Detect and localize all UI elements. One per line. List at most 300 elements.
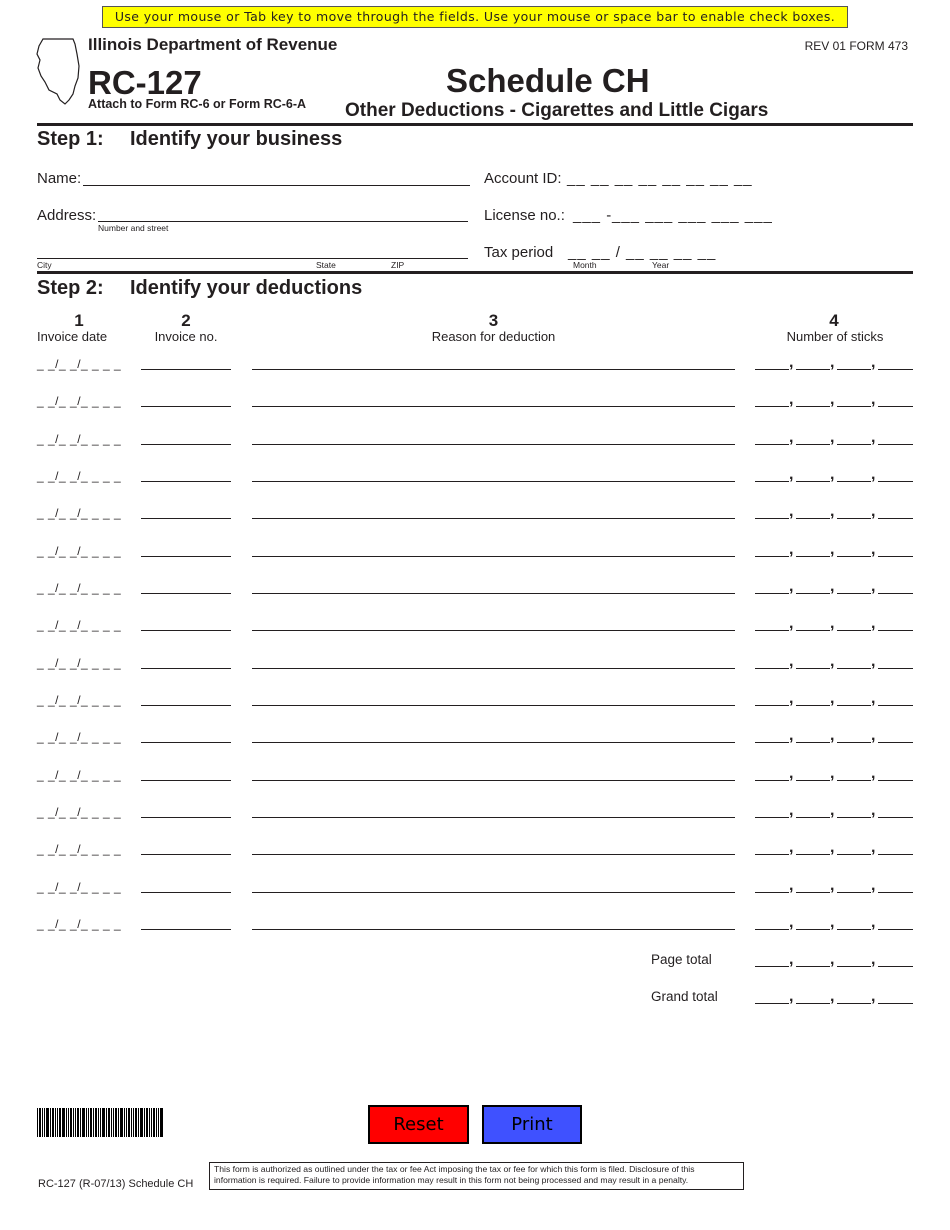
invoice-date-field[interactable]: _ _/_ _/_ _ _ _	[37, 506, 122, 521]
thousands-separator: ,	[871, 801, 876, 819]
thousands-separator: ,	[789, 503, 794, 521]
barcode-bar	[160, 1108, 163, 1137]
table-row	[0, 689, 950, 730]
sticks-segment	[837, 929, 871, 930]
license-field-prefix[interactable]: ___ -	[573, 207, 613, 224]
invoice-date-field[interactable]: _ _/_ _/_ _ _ _	[37, 916, 122, 931]
sticks-segment	[878, 966, 913, 967]
attach-note: Attach to Form RC-6 or Form RC-6-A	[88, 97, 307, 111]
sticks-segment	[755, 817, 789, 818]
license-field-number[interactable]: ___ ___ ___ ___ ___	[612, 207, 773, 224]
col3-number: 3	[488, 311, 499, 330]
page-total-label: Page total	[651, 952, 712, 967]
sticks-field[interactable]	[755, 727, 913, 745]
illinois-map-icon	[35, 36, 81, 106]
sticks-segment	[878, 481, 913, 482]
thousands-separator: ,	[830, 577, 835, 595]
sticks-segment	[796, 518, 830, 519]
thousands-separator: ,	[871, 876, 876, 894]
zip-sublabel: ZIP	[391, 260, 405, 270]
sticks-segment	[837, 1003, 871, 1004]
sticks-segment	[755, 406, 789, 407]
tax-period-label: Tax period	[484, 244, 554, 261]
thousands-separator: ,	[789, 540, 794, 558]
invoice-date-field[interactable]: _ _/_ _/_ _ _ _	[37, 580, 122, 595]
thousands-separator: ,	[830, 876, 835, 894]
thousands-separator: ,	[830, 652, 835, 670]
thousands-separator: ,	[789, 727, 794, 745]
step2-label: Step 2:	[37, 277, 104, 299]
sticks-segment	[837, 892, 871, 893]
reason-field[interactable]	[252, 929, 735, 930]
sticks-segment	[796, 966, 830, 967]
thousands-separator: ,	[830, 615, 835, 633]
table-row	[0, 540, 950, 581]
thousands-separator: ,	[830, 540, 835, 558]
thousands-separator: ,	[871, 577, 876, 595]
table-row	[0, 615, 950, 655]
sticks-segment	[755, 780, 789, 781]
reason-field[interactable]	[252, 556, 735, 557]
barcode-bar	[144, 1108, 145, 1137]
sticks-segment	[837, 780, 871, 781]
barcode-bar	[138, 1108, 139, 1137]
reason-field[interactable]	[252, 481, 735, 482]
invoice-date-field[interactable]: _ _/_ _/_ _ _ _	[37, 730, 122, 745]
sticks-segment	[878, 817, 913, 818]
sticks-segment	[878, 705, 913, 706]
barcode-bar	[39, 1108, 41, 1137]
form-number: RC-127	[88, 64, 202, 101]
sticks-field[interactable]	[755, 652, 913, 670]
invoice-date-field[interactable]: _ _/_ _/_ _ _ _	[37, 767, 122, 782]
invoice-number-field[interactable]	[141, 518, 231, 519]
invoice-number-field[interactable]	[141, 369, 231, 370]
sticks-segment	[878, 929, 913, 930]
name-field[interactable]	[83, 185, 470, 186]
barcode-bar	[135, 1108, 137, 1137]
address-label: Address:	[37, 207, 97, 224]
barcode-bar	[113, 1108, 114, 1137]
thousands-separator: ,	[871, 913, 876, 931]
print-button[interactable]: Print	[482, 1105, 582, 1144]
barcode-bar	[75, 1108, 76, 1137]
thousands-separator: ,	[830, 503, 835, 521]
thousands-separator: ,	[789, 354, 794, 371]
sticks-segment	[755, 854, 789, 855]
thousands-separator: ,	[871, 764, 876, 782]
sticks-segment	[796, 593, 830, 594]
col4-number: 4	[829, 311, 839, 330]
barcode-bar	[126, 1108, 127, 1137]
footer-form-id: RC-127 (R-07/13) Schedule CH	[38, 1178, 194, 1190]
sticks-segment	[796, 854, 830, 855]
invoice-number-field[interactable]	[141, 406, 231, 407]
invoice-number-field[interactable]	[141, 780, 231, 781]
sticks-segment	[878, 369, 913, 370]
barcode	[37, 1108, 194, 1137]
thousands-separator: ,	[789, 876, 794, 894]
instructions-banner: Use your mouse or Tab key to move through the fields. Use your mouse or space bar to enable check boxes.	[102, 6, 848, 28]
reason-field[interactable]	[252, 780, 735, 781]
barcode-bar	[131, 1108, 132, 1137]
tax-period-field[interactable]: __ __ / __ __ __ __	[568, 244, 717, 261]
thousands-separator: ,	[830, 354, 835, 371]
step1-label: Step 1:	[37, 128, 104, 150]
sticks-field[interactable]	[755, 391, 913, 409]
thousands-separator: ,	[830, 428, 835, 446]
thousands-separator: ,	[789, 391, 794, 409]
step1-heading	[37, 128, 342, 151]
thousands-separator: ,	[789, 951, 794, 968]
barcode-bar	[73, 1108, 74, 1137]
thousands-separator: ,	[830, 689, 835, 707]
thousands-separator: ,	[871, 428, 876, 446]
sticks-segment	[796, 481, 830, 482]
sticks-segment	[796, 668, 830, 669]
sticks-segment	[878, 780, 913, 781]
sticks-segment	[878, 556, 913, 557]
sticks-segment	[796, 556, 830, 557]
barcode-bar	[100, 1108, 101, 1137]
col4-caption: Number of sticks	[786, 329, 884, 344]
table-row	[0, 764, 950, 805]
sticks-segment	[755, 630, 789, 631]
reason-field[interactable]	[252, 444, 735, 445]
sticks-segment	[878, 892, 913, 893]
step2-title: Identify your deductions	[130, 277, 363, 299]
sticks-segment	[755, 444, 789, 445]
sticks-segment	[755, 1003, 789, 1004]
header-divider	[37, 123, 913, 126]
sticks-segment	[878, 406, 913, 407]
col3-caption: Reason for deduction	[431, 329, 556, 344]
sticks-segment	[796, 406, 830, 407]
invoice-number-field[interactable]	[141, 742, 231, 743]
sticks-segment	[755, 481, 789, 482]
sticks-segment	[878, 854, 913, 855]
sticks-field[interactable]	[755, 876, 913, 894]
sticks-segment	[837, 593, 871, 594]
sticks-field[interactable]	[755, 577, 913, 595]
address-sublabel: Number and street	[98, 223, 169, 233]
sticks-segment	[837, 705, 871, 706]
sticks-segment	[796, 742, 830, 743]
table-row	[0, 391, 950, 431]
department-name: Illinois Department of Revenue	[88, 35, 338, 54]
sticks-segment	[837, 518, 871, 519]
barcode-bar	[158, 1108, 159, 1137]
invoice-number-field[interactable]	[141, 892, 231, 893]
sticks-segment	[878, 444, 913, 445]
sticks-segment	[796, 705, 830, 706]
invoice-date-field[interactable]: _ _/_ _/_ _ _ _	[37, 431, 122, 446]
sticks-segment	[837, 742, 871, 743]
col2-number: 2	[181, 311, 191, 330]
sticks-segment	[796, 630, 830, 631]
invoice-number-field[interactable]	[141, 817, 231, 818]
barcode-bar	[93, 1108, 94, 1137]
reason-field[interactable]	[252, 406, 735, 407]
reason-field[interactable]	[252, 668, 735, 669]
invoice-date-field[interactable]: _ _/_ _/_ _ _ _	[37, 543, 122, 558]
sticks-field[interactable]	[755, 465, 913, 483]
barcode-bar	[90, 1108, 92, 1137]
table-row	[0, 876, 950, 917]
thousands-separator: ,	[789, 689, 794, 707]
sticks-field[interactable]	[755, 764, 913, 782]
sticks-segment	[796, 369, 830, 370]
schedule-subtitle: Other Deductions - Cigarettes and Little Cigars	[345, 100, 769, 121]
barcode-bar	[46, 1108, 49, 1137]
reason-field[interactable]	[252, 593, 735, 594]
address-field[interactable]	[98, 221, 468, 222]
sticks-field[interactable]	[755, 503, 913, 521]
thousands-separator: ,	[789, 615, 794, 633]
reset-button[interactable]: Reset	[368, 1105, 469, 1144]
schedule-title: Schedule CH	[446, 62, 650, 99]
reason-field[interactable]	[252, 892, 735, 893]
step1-divider	[37, 271, 913, 274]
thousands-separator: ,	[830, 764, 835, 782]
sticks-segment	[837, 668, 871, 669]
barcode-bar	[88, 1108, 89, 1137]
table-row	[0, 727, 950, 767]
barcode-bar	[57, 1108, 58, 1137]
barcode-bar	[80, 1108, 81, 1137]
invoice-number-field[interactable]	[141, 705, 231, 706]
reason-field[interactable]	[252, 630, 735, 631]
sticks-field[interactable]	[755, 689, 913, 707]
sticks-segment	[837, 966, 871, 967]
thousands-separator: ,	[789, 652, 794, 670]
page-total-field[interactable]	[755, 951, 913, 968]
table-row	[0, 503, 950, 543]
sticks-segment	[837, 630, 871, 631]
barcode-bar	[111, 1108, 112, 1137]
table-row	[0, 428, 950, 469]
invoice-date-field[interactable]: _ _/_ _/_ _ _ _	[37, 804, 122, 819]
reason-field[interactable]	[252, 854, 735, 855]
thousands-separator: ,	[871, 540, 876, 558]
thousands-separator: ,	[830, 913, 835, 931]
grand-total-field[interactable]	[755, 988, 913, 1005]
sticks-segment	[755, 929, 789, 930]
barcode-bar	[120, 1108, 123, 1137]
thousands-separator: ,	[789, 913, 794, 931]
sticks-segment	[837, 854, 871, 855]
barcode-bar	[55, 1108, 56, 1137]
invoice-date-field[interactable]: _ _/_ _/_ _ _ _	[37, 655, 122, 670]
barcode-bar	[140, 1108, 143, 1137]
thousands-separator: ,	[871, 615, 876, 633]
grand-total-label: Grand total	[651, 989, 718, 1004]
reason-field[interactable]	[252, 742, 735, 743]
step2-heading	[37, 277, 362, 300]
sticks-segment	[755, 742, 789, 743]
sticks-field[interactable]	[755, 540, 913, 558]
thousands-separator: ,	[871, 465, 876, 483]
sticks-field[interactable]	[755, 839, 913, 857]
sticks-segment	[755, 892, 789, 893]
sticks-segment	[837, 481, 871, 482]
thousands-separator: ,	[830, 951, 835, 968]
thousands-separator: ,	[871, 988, 876, 1005]
barcode-bar	[118, 1108, 119, 1137]
sticks-segment	[796, 444, 830, 445]
barcode-bar	[115, 1108, 117, 1137]
sticks-field[interactable]	[755, 354, 913, 371]
invoice-number-field[interactable]	[141, 854, 231, 855]
thousands-separator: ,	[830, 801, 835, 819]
thousands-separator: ,	[789, 577, 794, 595]
sticks-field[interactable]	[755, 615, 913, 633]
table-row	[0, 839, 950, 879]
thousands-separator: ,	[871, 503, 876, 521]
reason-field[interactable]	[252, 817, 735, 818]
barcode-bar	[128, 1108, 130, 1137]
thousands-separator: ,	[871, 839, 876, 857]
barcode-bar	[59, 1108, 61, 1137]
sticks-segment	[878, 742, 913, 743]
month-sublabel: Month	[573, 260, 597, 270]
sticks-field[interactable]	[755, 913, 913, 931]
barcode-bar	[133, 1108, 134, 1137]
sticks-field[interactable]	[755, 428, 913, 446]
sticks-segment	[755, 556, 789, 557]
sticks-segment	[755, 518, 789, 519]
sticks-segment	[837, 406, 871, 407]
barcode-bar	[66, 1108, 67, 1137]
col2-caption: Invoice no.	[154, 329, 218, 344]
license-label: License no.:	[484, 207, 565, 224]
rev-form-number: REV 01 FORM 473	[804, 39, 908, 53]
barcode-bar	[52, 1108, 54, 1137]
table-row	[0, 465, 950, 506]
sticks-segment	[796, 817, 830, 818]
table-row	[0, 577, 950, 618]
reason-field[interactable]	[252, 705, 735, 706]
table-row	[0, 354, 950, 394]
invoice-number-field[interactable]	[141, 630, 231, 631]
barcode-bar	[44, 1108, 45, 1137]
thousands-separator: ,	[830, 391, 835, 409]
name-label: Name:	[37, 170, 82, 187]
invoice-number-field[interactable]	[141, 481, 231, 482]
sticks-segment	[837, 369, 871, 370]
sticks-segment	[878, 1003, 913, 1004]
invoice-date-field[interactable]: _ _/_ _/_ _ _ _	[37, 692, 122, 707]
barcode-bar	[77, 1108, 79, 1137]
thousands-separator: ,	[789, 764, 794, 782]
thousands-separator: ,	[871, 354, 876, 371]
barcode-bar	[153, 1108, 155, 1137]
thousands-separator: ,	[871, 727, 876, 745]
sticks-segment	[755, 705, 789, 706]
sticks-segment	[837, 817, 871, 818]
barcode-bar	[124, 1108, 125, 1137]
sticks-field[interactable]	[755, 801, 913, 819]
invoice-number-field[interactable]	[141, 593, 231, 594]
barcode-bar	[68, 1108, 69, 1137]
invoice-number-field[interactable]	[141, 929, 231, 930]
thousands-separator: ,	[830, 839, 835, 857]
table-row	[0, 801, 950, 842]
sticks-segment	[796, 892, 830, 893]
city-state-zip-field[interactable]	[37, 258, 468, 259]
table-row	[0, 913, 950, 954]
invoice-number-field[interactable]	[141, 444, 231, 445]
thousands-separator: ,	[871, 391, 876, 409]
barcode-bar	[37, 1108, 38, 1137]
invoice-date-field[interactable]: _ _/_ _/_ _ _ _	[37, 618, 122, 633]
thousands-separator: ,	[789, 839, 794, 857]
thousands-separator: ,	[789, 801, 794, 819]
account-id-label: Account ID:	[484, 170, 562, 187]
barcode-bar	[86, 1108, 87, 1137]
sticks-segment	[755, 593, 789, 594]
invoice-number-field[interactable]	[141, 668, 231, 669]
sticks-segment	[796, 780, 830, 781]
thousands-separator: ,	[871, 689, 876, 707]
year-sublabel: Year	[652, 260, 670, 270]
thousands-separator: ,	[830, 988, 835, 1005]
sticks-segment	[796, 929, 830, 930]
thousands-separator: ,	[871, 652, 876, 670]
barcode-bar	[151, 1108, 152, 1137]
invoice-date-field[interactable]: _ _/_ _/_ _ _ _	[37, 468, 122, 483]
barcode-bar	[95, 1108, 97, 1137]
barcode-bar	[156, 1108, 157, 1137]
thousands-separator: ,	[830, 727, 835, 745]
thousands-separator: ,	[871, 951, 876, 968]
barcode-bar	[42, 1108, 43, 1137]
step1-title: Identify your business	[130, 128, 343, 150]
sticks-segment	[755, 668, 789, 669]
barcode-bar	[62, 1108, 65, 1137]
invoice-date-field[interactable]: _ _/_ _/_ _ _ _	[37, 357, 122, 371]
thousands-separator: ,	[830, 465, 835, 483]
sticks-segment	[796, 1003, 830, 1004]
invoice-date-field[interactable]: _ _/_ _/_ _ _ _	[37, 879, 122, 894]
reason-field[interactable]	[252, 369, 735, 370]
reason-field[interactable]	[252, 518, 735, 519]
barcode-bar	[146, 1108, 148, 1137]
sticks-segment	[878, 593, 913, 594]
barcode-bar	[108, 1108, 110, 1137]
sticks-segment	[837, 444, 871, 445]
col1-number: 1	[74, 311, 84, 330]
barcode-bar	[50, 1108, 51, 1137]
table-row	[0, 652, 950, 693]
col1-caption: Invoice date	[37, 329, 108, 344]
city-sublabel: City	[37, 260, 52, 270]
barcode-bar	[70, 1108, 72, 1137]
sticks-segment	[755, 966, 789, 967]
invoice-date-field[interactable]: _ _/_ _/_ _ _ _	[37, 394, 122, 409]
account-id-field[interactable]: __ __ __ __ __ __ __ __	[567, 170, 753, 187]
state-sublabel: State	[316, 260, 336, 270]
thousands-separator: ,	[789, 465, 794, 483]
disclaimer-box: This form is authorized as outlined under the tax or fee Act imposing the tax or fee for which this form is filed. Disclosure of this information is required. Failure to provide information may result in this form not being processed and may result in a penalty.	[209, 1162, 744, 1190]
thousands-separator: ,	[789, 428, 794, 446]
barcode-bar	[102, 1108, 105, 1137]
sticks-segment	[878, 668, 913, 669]
sticks-segment	[878, 630, 913, 631]
invoice-date-field[interactable]: _ _/_ _/_ _ _ _	[37, 842, 122, 857]
invoice-number-field[interactable]	[141, 556, 231, 557]
barcode-bar	[82, 1108, 85, 1137]
